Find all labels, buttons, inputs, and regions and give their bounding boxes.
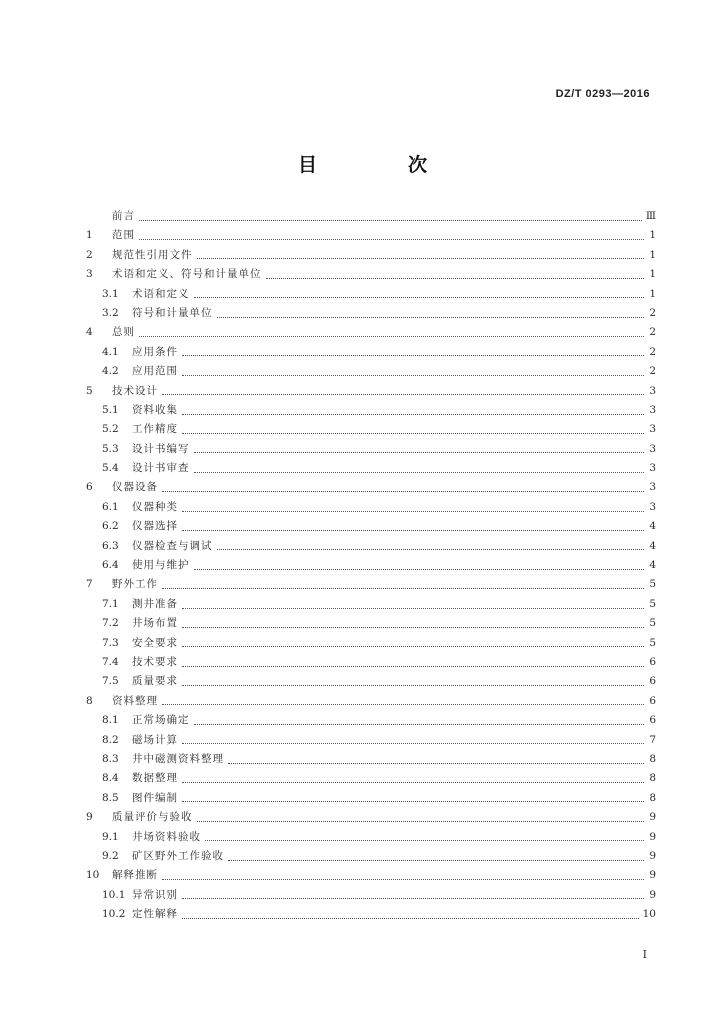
dot-leader <box>139 219 642 221</box>
toc-entry-title: 仪器种类 <box>132 500 178 513</box>
toc-entry[interactable] <box>86 595 656 614</box>
toc-entry-page: 9 <box>649 869 656 882</box>
toc-entry-page: 3 <box>649 384 656 397</box>
toc-entry[interactable] <box>86 246 656 265</box>
dot-leader <box>182 413 644 415</box>
dot-leader <box>194 723 645 725</box>
toc-entry-page: 3 <box>649 462 656 475</box>
dot-leader <box>162 393 644 395</box>
toc-entry-page: 2 <box>649 326 656 339</box>
dot-leader <box>194 296 645 298</box>
toc-entry-page: 6 <box>649 714 656 727</box>
toc-entry-page: 6 <box>649 655 656 668</box>
toc-entry-number: 9.1 <box>102 830 119 843</box>
dot-leader <box>182 374 644 376</box>
toc-entry-number: 8.5 <box>102 791 119 804</box>
table-of-contents <box>86 207 656 924</box>
dot-leader <box>182 607 644 609</box>
toc-entry-number: 4.2 <box>102 365 119 378</box>
toc-entry-page: 8 <box>649 791 656 804</box>
toc-entry-page: 3 <box>649 481 656 494</box>
dot-leader <box>182 917 639 919</box>
toc-entry-page: 5 <box>649 597 656 610</box>
toc-entry-page: 1 <box>649 268 656 281</box>
standard-code: DZ/T 0293—2016 <box>555 88 650 100</box>
toc-entry-title: 野外工作 <box>112 578 158 591</box>
toc-entry[interactable] <box>86 323 656 342</box>
toc-entry[interactable] <box>86 440 656 459</box>
toc-entry-number: 6.1 <box>102 500 119 513</box>
toc-entry[interactable] <box>86 866 656 885</box>
dot-leader <box>182 354 644 356</box>
toc-entry-number: 5 <box>86 384 93 397</box>
toc-entry[interactable] <box>86 789 656 808</box>
toc-entry[interactable] <box>86 556 656 575</box>
toc-entry-title: 规范性引用文件 <box>112 248 193 261</box>
toc-entry-title: 设计书编写 <box>132 442 190 455</box>
toc-entry-title: 符号和计量单位 <box>132 306 213 319</box>
toc-entry-page: 9 <box>649 888 656 901</box>
dot-leader <box>182 510 644 512</box>
toc-entry[interactable] <box>86 828 656 847</box>
toc-entry-page: 2 <box>649 306 656 319</box>
toc-entry-number: 4.1 <box>102 345 119 358</box>
toc-entry[interactable] <box>86 285 656 304</box>
toc-entry-page: Ⅲ <box>645 210 656 222</box>
toc-entry-number: 7.3 <box>102 636 119 649</box>
toc-entry[interactable] <box>86 653 656 672</box>
toc-entry-number: 10 <box>86 869 100 882</box>
toc-entry-page: 5 <box>649 636 656 649</box>
toc-entry-page: 10 <box>642 908 656 921</box>
toc-entry-number: 6.2 <box>102 520 119 533</box>
toc-entry-number: 5.4 <box>102 462 119 475</box>
toc-entry-page: 8 <box>649 752 656 765</box>
toc-entry-page: 6 <box>649 694 656 707</box>
toc-entry-page: 4 <box>649 559 656 572</box>
toc-entry-page: 3 <box>649 423 656 436</box>
dot-leader <box>182 684 644 686</box>
toc-entry-number: 8 <box>86 694 93 707</box>
toc-entry-title: 仪器设备 <box>112 481 158 494</box>
toc-entry-title: 解释推断 <box>112 869 158 882</box>
toc-entry-number: 8.4 <box>102 772 119 785</box>
toc-entry-title: 图件编制 <box>132 791 178 804</box>
toc-entry-number: 1 <box>86 229 93 242</box>
dot-leader <box>217 548 645 550</box>
toc-entry-page: 3 <box>649 442 656 455</box>
toc-entry-number: 6 <box>86 481 93 494</box>
toc-entry[interactable] <box>86 382 656 401</box>
toc-entry-page: 7 <box>649 733 656 746</box>
dot-leader <box>194 471 645 473</box>
toc-entry-title: 术语和定义 <box>132 287 190 300</box>
toc-entry-number: 7.1 <box>102 597 119 610</box>
toc-entry-page: 4 <box>649 539 656 552</box>
toc-entry-page: 9 <box>649 811 656 824</box>
toc-entry-page: 3 <box>649 403 656 416</box>
dot-leader <box>182 665 644 667</box>
toc-entry[interactable] <box>86 634 656 653</box>
toc-entry[interactable] <box>86 672 656 691</box>
toc-entry[interactable] <box>86 769 656 788</box>
toc-entry[interactable] <box>86 401 656 420</box>
toc-entry-title: 正常场确定 <box>132 714 190 727</box>
toc-entry-page: 2 <box>649 345 656 358</box>
dot-leader <box>182 781 644 783</box>
toc-entry-page: 5 <box>649 617 656 630</box>
toc-entry-page: 1 <box>649 248 656 261</box>
toc-entry[interactable] <box>86 517 656 536</box>
toc-entry-title: 磁场计算 <box>132 733 178 746</box>
dot-leader <box>182 626 644 628</box>
toc-entry[interactable] <box>86 362 656 381</box>
toc-entry-number: 9.2 <box>102 849 119 862</box>
toc-entry-page: 1 <box>649 229 656 242</box>
toc-entry[interactable] <box>86 537 656 556</box>
toc-entry-title: 应用条件 <box>132 345 178 358</box>
toc-entry-title: 井中磁测资料整理 <box>132 752 224 765</box>
dot-leader <box>205 839 644 841</box>
dot-leader <box>182 800 644 802</box>
dot-leader <box>197 257 645 259</box>
toc-entry-title: 井场布置 <box>132 617 178 630</box>
dot-leader <box>162 490 644 492</box>
toc-entry-title: 使用与维护 <box>132 559 190 572</box>
toc-entry-title: 安全要求 <box>132 636 178 649</box>
toc-entry[interactable] <box>86 343 656 362</box>
toc-entry-title: 数据整理 <box>132 772 178 785</box>
dot-leader <box>228 762 644 764</box>
toc-entry[interactable] <box>86 265 656 284</box>
toc-entry-title: 技术要求 <box>132 655 178 668</box>
dot-leader <box>139 335 644 337</box>
toc-entry[interactable] <box>86 711 656 730</box>
dot-leader <box>162 878 644 880</box>
toc-entry-number: 3.1 <box>102 287 119 300</box>
toc-entry-page: 6 <box>649 675 656 688</box>
toc-entry-title: 设计书审查 <box>132 462 190 475</box>
toc-entry-title: 总则 <box>112 326 135 339</box>
toc-entry-number: 3.2 <box>102 306 119 319</box>
toc-entry-title: 资料收集 <box>132 403 178 416</box>
toc-entry-number: 3 <box>86 268 93 281</box>
toc-entry-title: 前言 <box>112 210 135 222</box>
toc-entry-number: 7.2 <box>102 617 119 630</box>
toc-entry-title: 仪器检查与调试 <box>132 539 213 552</box>
toc-entry-title: 质量评价与验收 <box>112 811 193 824</box>
dot-leader <box>182 645 644 647</box>
dot-leader <box>162 587 644 589</box>
toc-entry-page: 1 <box>649 287 656 300</box>
dot-leader <box>266 277 645 279</box>
dot-leader <box>182 742 644 744</box>
toc-entry[interactable] <box>86 478 656 497</box>
dot-leader <box>162 703 644 705</box>
toc-entry-title: 资料整理 <box>112 694 158 707</box>
toc-entry-page: 9 <box>649 830 656 843</box>
toc-entry-page: 3 <box>649 500 656 513</box>
toc-entry-number: 9 <box>86 811 93 824</box>
toc-entry[interactable] <box>86 692 656 711</box>
dot-leader <box>182 897 644 899</box>
toc-entry-number: 6.4 <box>102 559 119 572</box>
toc-entry-page: 9 <box>649 849 656 862</box>
toc-entry-number: 5.2 <box>102 423 119 436</box>
dot-leader <box>228 859 644 861</box>
toc-entry-title: 术语和定义、符号和计量单位 <box>112 268 262 281</box>
toc-entry[interactable] <box>86 808 656 827</box>
page-number: I <box>642 948 647 961</box>
toc-entry[interactable] <box>86 886 656 905</box>
toc-entry-title: 异常识别 <box>132 888 178 901</box>
toc-entry[interactable] <box>86 226 656 245</box>
toc-entry[interactable] <box>86 304 656 323</box>
toc-entry-title: 工作精度 <box>132 423 178 436</box>
toc-entry[interactable] <box>86 459 656 478</box>
toc-entry-title: 范围 <box>112 229 135 242</box>
dot-leader <box>182 529 644 531</box>
toc-entry-number: 10.2 <box>102 908 126 921</box>
toc-entry-number: 4 <box>86 326 93 339</box>
dot-leader <box>182 432 644 434</box>
toc-entry-number: 8.2 <box>102 733 119 746</box>
toc-entry-page: 5 <box>649 578 656 591</box>
toc-entry-title: 应用范围 <box>132 365 178 378</box>
toc-entry-title: 矿区野外工作验收 <box>132 849 224 862</box>
toc-entry-number: 7.5 <box>102 675 119 688</box>
toc-entry-page: 4 <box>649 520 656 533</box>
toc-entry-number: 7 <box>86 578 93 591</box>
toc-entry-page: 8 <box>649 772 656 785</box>
toc-entry-title: 技术设计 <box>112 384 158 397</box>
dot-leader <box>194 451 645 453</box>
toc-entry[interactable] <box>86 420 656 439</box>
toc-entry-number: 5.1 <box>102 403 119 416</box>
dot-leader <box>139 238 644 240</box>
page-title: 目 次 <box>297 154 463 176</box>
toc-entry-number: 8.3 <box>102 752 119 765</box>
toc-entry-number: 10.1 <box>102 888 126 901</box>
toc-entry[interactable] <box>86 614 656 633</box>
toc-entry[interactable] <box>86 731 656 750</box>
toc-entry[interactable] <box>86 207 656 226</box>
dot-leader <box>197 820 645 822</box>
toc-entry[interactable] <box>86 575 656 594</box>
toc-entry[interactable] <box>86 847 656 866</box>
dot-leader <box>217 316 645 318</box>
toc-entry[interactable] <box>86 750 656 769</box>
toc-entry-number: 2 <box>86 248 93 261</box>
toc-entry-title: 测井准备 <box>132 597 178 610</box>
toc-entry-title: 仪器选择 <box>132 520 178 533</box>
toc-entry-title: 井场资料验收 <box>132 830 201 843</box>
toc-entry-title: 定性解释 <box>132 908 178 921</box>
toc-entry-number: 6.3 <box>102 539 119 552</box>
toc-entry-title: 质量要求 <box>132 675 178 688</box>
toc-entry-number: 8.1 <box>102 714 119 727</box>
dot-leader <box>194 568 645 570</box>
toc-entry-number: 5.3 <box>102 442 119 455</box>
toc-entry[interactable] <box>86 498 656 517</box>
toc-entry-number: 7.4 <box>102 655 119 668</box>
toc-entry-page: 2 <box>649 365 656 378</box>
toc-entry[interactable] <box>86 905 656 924</box>
